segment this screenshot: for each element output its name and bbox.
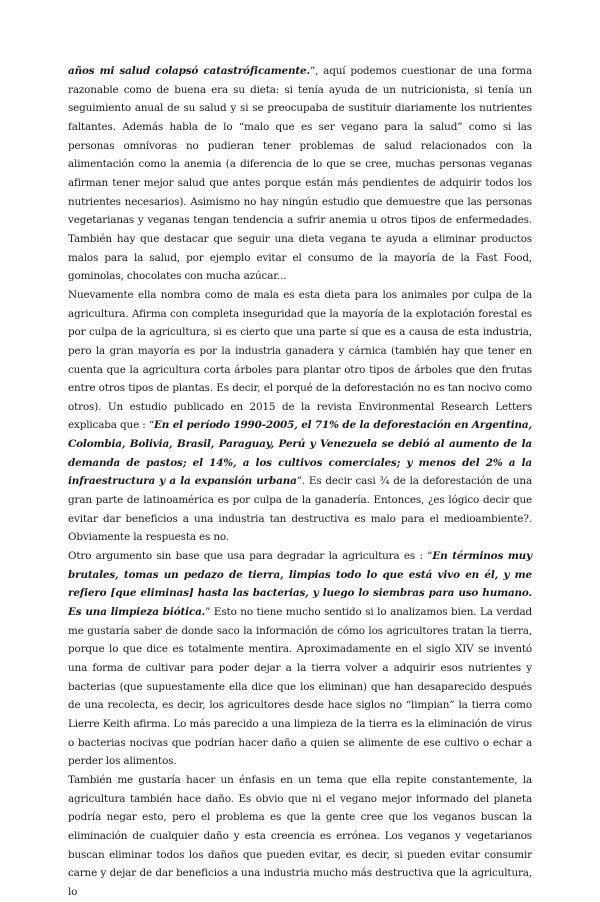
- document-page: [68, 62, 532, 902]
- paragraph-text: Nuevamente ella nombra como de mala es esta dieta para los animales por culpa de la agricultura. Afirma con completa inseguridad que la mayoría de la explotación forestal es por culpa de la agricultura, si es cierto que una parte sí que es a causa de esta industria, pero la gran mayoría es por la industria ganadera y cárnica (también hay que tener en cuenta que la agricultura corta árboles para plantar otro tipos de árboles que den frutas entre otros tipos de plantas. Es decir, el porqué de la deforestación no es tan nocivo como otros). Un estudio publicado en 2015 de la revista Environmental Research Letters explicaba que : “: [68, 288, 532, 432]
- paragraph-text: ”, aquí podemos cuestionar de una forma razonable como de buena era su dieta: si tenía ayuda de un nutricionista, si tenía un seguimiento anual de su salud y si se preocupaba de sustituir diariamente los nutrientes faltantes. Además habla de lo “malo que es ser vegano para la salud” como si las personas omnívoras no pudieran tener problemas de salud relacionados con la alimentación como la anemia (a diferencia de lo que se cree, muchas personas veganas afirman tener mejor salud que antes porque están más pendientes de adquirir todos los nutrientes necesarios). Asimismo no hay ningún estudio que demuestre que las personas vegetarianas y veganas tengan tendencia a sufrir anemia u otros tipos de enfermedades. También hay que destacar que seguir una dieta vegana te ayuda a eliminar productos malos para la salud, por ejemplo evitar el consumo de la mayoría de la Fast Food, gominolas, chocolates con mucha azúcar...: [68, 65, 532, 283]
- paragraph-deforestation: [68, 286, 532, 547]
- quote-emphasis: años mi salud colapsó catastróficamente.: [68, 65, 310, 77]
- paragraph-text: ”. Es decir casi ¾ de la deforestación de una gran parte de latinoamérica es por culpa de la ganadería. Entonces, ¿es lógico decir que evitar dar beneficios a una industria tan destructiva es malo para el medioambiente?. Obviamente la respuesta es no.: [68, 475, 532, 544]
- paragraph-text: También me gustaría hacer un énfasis en un tema que ella repite constantemente, la agricultura también hace daño. Es obvio que ni el vegano mejor informado del planeta podría negar esto, pero el problema es que la gente cree que los veganos buscan la eliminación de cualquier daño y esta creencia es errónea. Los veganos y vegetarianos buscan eliminar todos los daños que pueden evitar, es decir, si pueden evitar consumir carne y dejar de dar beneficios a una industria mucho más destructiva que la agricultura, lo: [68, 773, 532, 898]
- paragraph-health: [68, 62, 532, 286]
- quote-emphasis: En el período 1990-2005, el 71% de la deforestación en Argentina, Colombia, Bolivia, Brasil, Paraguay, Perú y Venezuela se debió al aumento de la demanda de pastos; el 14%, a los cultivos comerciales; y menos del 2% a la infraestructura y a la expansión urbana: [68, 419, 532, 488]
- paragraph-biotic-cleaning: [68, 547, 532, 771]
- paragraph-text: Otro argumento sin base que usa para degradar la agricultura es : “: [68, 550, 433, 563]
- paragraph-text: ” Esto no tiene mucho sentido si lo analizamos bien. La verdad me gustaría saber de donde saco la información de cómo los agricultores tratan la tierra, porque lo que dice es totalmente mentira. Aproximadamente en el siglo XIV se inventó una forma de cultivar para poder dejar a la tierra volver a adquirir esos nutrientes y bacterias (que supuestamente ella dice que los eliminan) que han desaparecido después de una recolecta, es decir, los agricultores desde hace siglos no “limpian” la tierra como Lierre Keith afirma. Lo más parecido a una limpieza de la tierra es la eliminación de virus o bacterias nocivas que podrían hacer daño a quien se alimente de ese cultivo o echar a perder los alimentos.: [68, 606, 532, 768]
- quote-emphasis: En términos muy brutales, tomas un pedazo de tierra, limpias todo lo que está vivo en él, y me refiero [que eliminas] hasta las bacterias, y luego lo siembras para uso humano. Es una limpieza biótica.: [68, 550, 532, 619]
- paragraph-agriculture-harm: [68, 771, 532, 902]
